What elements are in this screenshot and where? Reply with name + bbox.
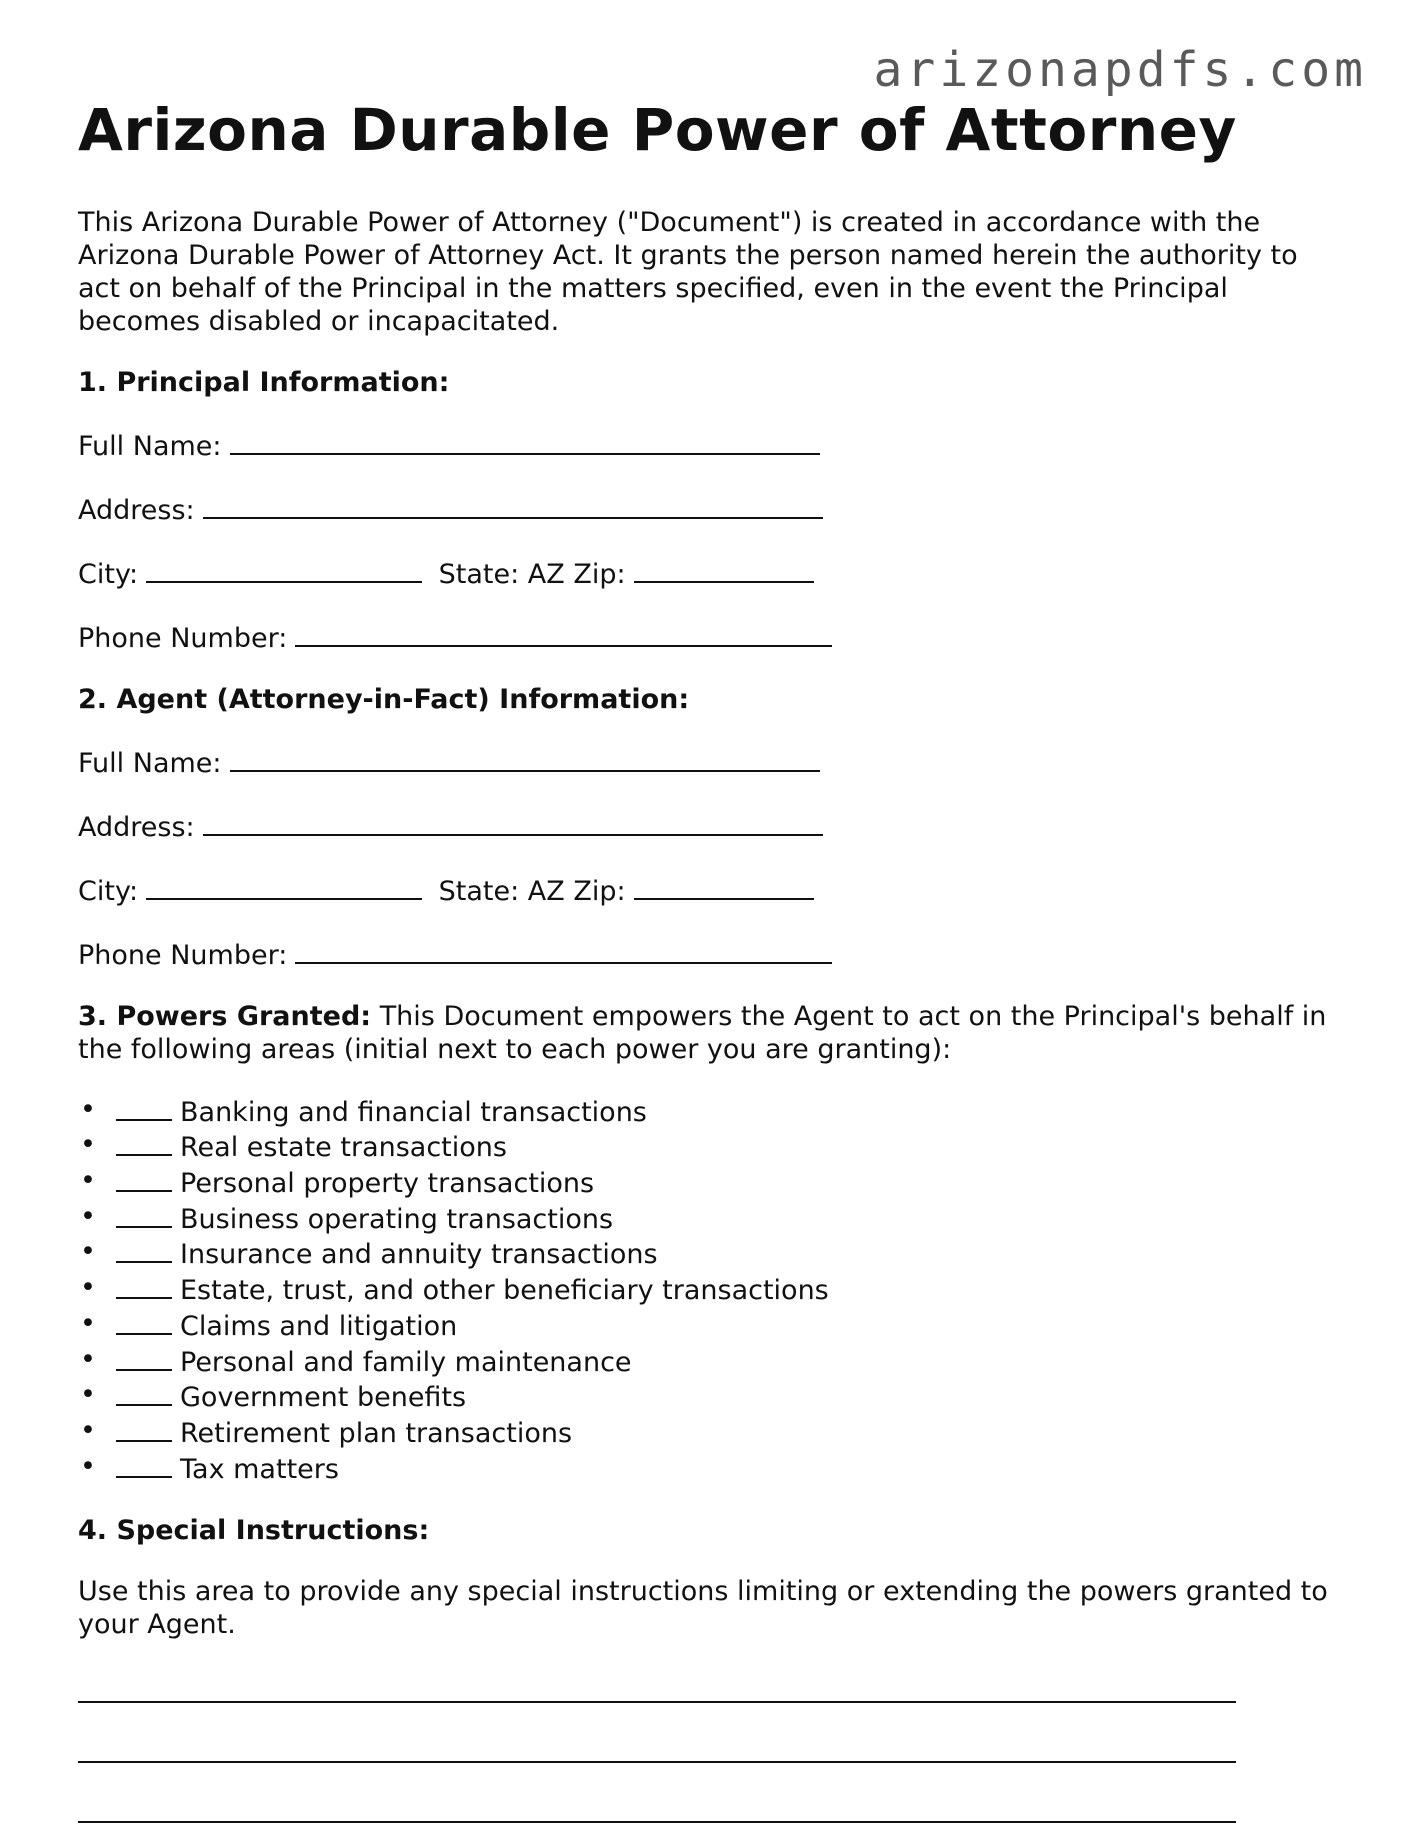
bullet-icon: • xyxy=(80,1379,96,1411)
bullet-icon: • xyxy=(80,1093,96,1125)
agent-full-name-label: Full Name: xyxy=(78,747,222,779)
power-item-label: Tax matters xyxy=(180,1453,339,1485)
principal-full-name-row xyxy=(78,427,1338,463)
document-title: Arizona Durable Power of Attorney xyxy=(78,96,1237,164)
principal-phone-label: Phone Number: xyxy=(78,622,288,654)
principal-phone-field[interactable] xyxy=(295,619,832,647)
power-initial-field[interactable] xyxy=(116,1379,172,1406)
bullet-icon: • xyxy=(80,1414,96,1446)
power-initial-field[interactable] xyxy=(116,1094,172,1121)
power-item-label: Claims and litigation xyxy=(180,1310,458,1342)
power-item xyxy=(80,1165,1338,1201)
special-heading: 4. Special Instructions: xyxy=(78,1515,430,1547)
power-item-label: Insurance and annuity transactions xyxy=(180,1239,658,1271)
power-item xyxy=(80,1379,1338,1415)
power-item xyxy=(80,1200,1338,1237)
principal-full-name-field[interactable] xyxy=(230,427,820,455)
agent-city-label: City: xyxy=(78,875,139,907)
bullet-icon: • xyxy=(80,1343,96,1375)
bullet-icon: • xyxy=(80,1129,96,1161)
principal-address-field[interactable] xyxy=(203,491,823,519)
power-item xyxy=(80,1307,1338,1344)
principal-address-row xyxy=(78,491,1338,527)
bullet-icon: • xyxy=(80,1165,96,1196)
principal-phone-row xyxy=(78,619,1338,655)
agent-address-row xyxy=(78,808,1338,844)
special-instructions-text: Use this area to provide any special instructions limiting or extending the powers granted to your Agent. xyxy=(78,1576,1328,1641)
agent-phone-field[interactable] xyxy=(295,936,832,964)
principal-address-label: Address: xyxy=(78,494,195,526)
principal-heading: 1. Principal Information: xyxy=(78,366,450,398)
power-item-label: Business operating transactions xyxy=(180,1203,614,1235)
principal-zip-field[interactable] xyxy=(634,555,814,583)
power-initial-field[interactable] xyxy=(116,1451,172,1478)
site-watermark: arizonapdfs.com xyxy=(873,42,1367,98)
intro-paragraph: This Arizona Durable Power of Attorney ("Document") is created in accordance with the Arizona Durable Power of Attorney Act. It grants the person named herein the authority to act on behalf of the Principal in the matters specified, even in the event the Principal becomes disabled or incapacitated. xyxy=(78,206,1298,337)
power-item-label: Retirement plan transactions xyxy=(180,1417,573,1449)
principal-city-field[interactable] xyxy=(146,555,422,583)
special-instructions-line[interactable] xyxy=(78,1821,1236,1823)
agent-address-label: Address: xyxy=(78,811,195,843)
agent-city-field[interactable] xyxy=(146,872,422,900)
principal-state-label: State: AZ xyxy=(438,558,565,590)
power-initial-field[interactable] xyxy=(116,1344,172,1371)
power-item-label: Banking and financial transactions xyxy=(180,1096,647,1128)
power-item xyxy=(80,1129,1338,1165)
power-initial-field[interactable] xyxy=(116,1415,172,1442)
principal-city-label: City: xyxy=(78,558,139,590)
power-item xyxy=(80,1236,1338,1272)
power-item xyxy=(80,1272,1338,1308)
power-initial-field[interactable] xyxy=(116,1236,172,1263)
powers-list xyxy=(78,1094,1338,1487)
agent-heading: 2. Agent (Attorney-in-Fact) Information: xyxy=(78,683,690,715)
power-initial-field[interactable] xyxy=(116,1165,172,1192)
power-initial-field[interactable] xyxy=(116,1308,172,1335)
power-item-label: Government benefits xyxy=(180,1382,467,1414)
agent-phone-row xyxy=(78,936,1338,972)
bullet-icon: • xyxy=(80,1272,96,1304)
power-item xyxy=(80,1414,1338,1451)
power-item xyxy=(80,1450,1338,1487)
agent-full-name-row xyxy=(78,744,1338,780)
powers-heading: 3. Powers Granted: xyxy=(78,1000,372,1032)
agent-full-name-field[interactable] xyxy=(230,744,820,772)
bullet-icon: • xyxy=(80,1236,96,1268)
power-initial-field[interactable] xyxy=(116,1272,172,1299)
power-item-label: Estate, trust, and other beneficiary transactions xyxy=(180,1275,829,1307)
document-page xyxy=(78,96,1338,1823)
bullet-icon: • xyxy=(80,1307,96,1339)
powers-text: This Document empowers the Agent to act on the Principal's behalf in the following areas (initial next to each power you are granting): xyxy=(78,1000,1327,1065)
power-initial-field[interactable] xyxy=(116,1129,172,1156)
power-initial-field[interactable] xyxy=(116,1201,172,1228)
power-item-label: Personal and family maintenance xyxy=(180,1346,632,1378)
special-instructions-line[interactable] xyxy=(78,1701,1236,1703)
power-item xyxy=(80,1343,1338,1380)
bullet-icon: • xyxy=(80,1200,96,1232)
power-item-label: Personal property transactions xyxy=(180,1168,595,1199)
power-item-label: Real estate transactions xyxy=(180,1132,507,1164)
agent-zip-label: Zip: xyxy=(573,875,626,907)
bullet-icon: • xyxy=(80,1450,96,1482)
principal-city-row xyxy=(78,555,1338,591)
principal-zip-label: Zip: xyxy=(573,558,626,590)
principal-full-name-label: Full Name: xyxy=(78,430,222,462)
agent-state-label: State: AZ xyxy=(438,875,565,907)
agent-phone-label: Phone Number: xyxy=(78,939,288,971)
power-item xyxy=(80,1093,1338,1130)
agent-address-field[interactable] xyxy=(203,808,823,836)
powers-paragraph xyxy=(78,1000,1338,1066)
agent-zip-field[interactable] xyxy=(634,872,814,900)
special-instructions-line[interactable] xyxy=(78,1761,1236,1763)
agent-city-row xyxy=(78,872,1338,908)
